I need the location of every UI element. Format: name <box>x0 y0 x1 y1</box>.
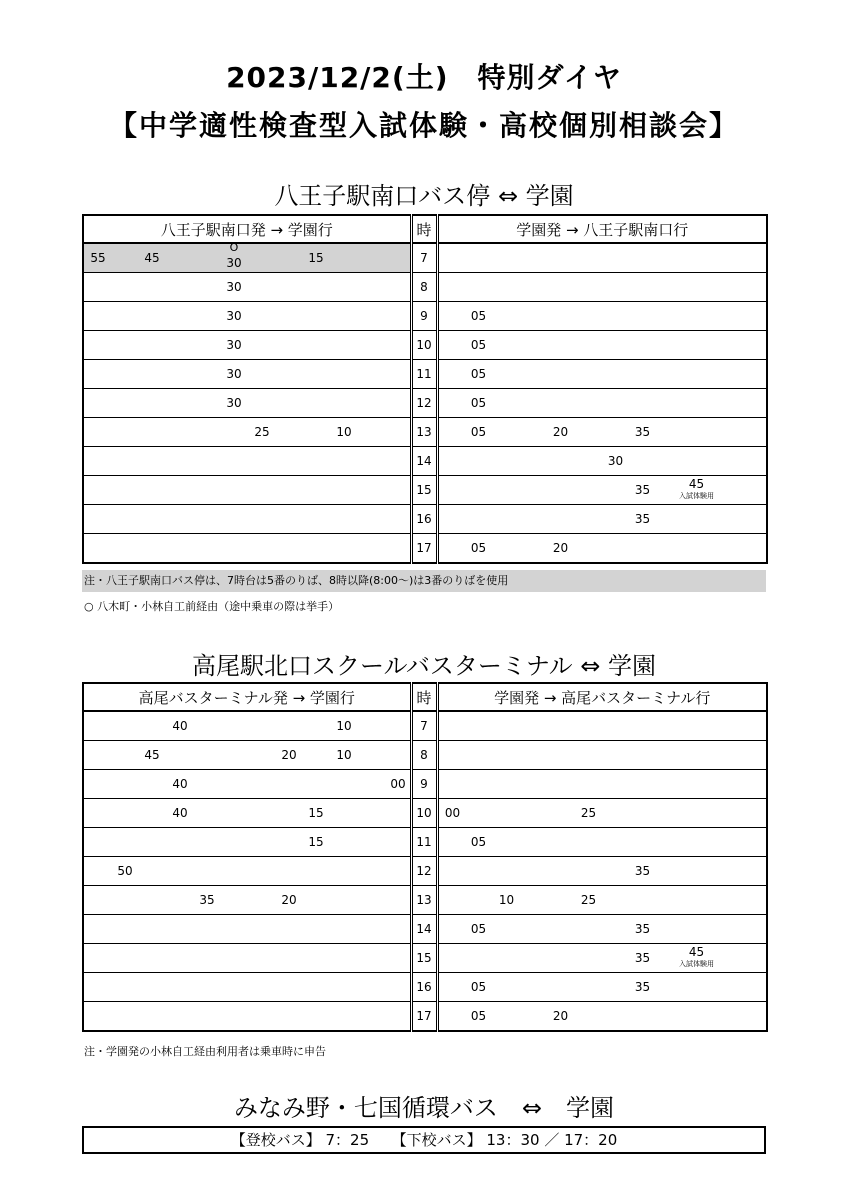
departure-minute: 10 <box>336 425 352 439</box>
departure-minute: 05 <box>470 922 487 936</box>
hour-cell: 14 <box>411 447 437 476</box>
table-row <box>83 973 767 1002</box>
table-row <box>83 915 767 944</box>
departure-minute: 35 <box>634 980 651 994</box>
return-cell <box>437 302 767 331</box>
departure-minute: 30 <box>607 454 624 468</box>
table-row <box>83 505 767 534</box>
section3-title: みなみ野・七国循環バス ⇔ 学園 <box>233 1094 615 1122</box>
return-cell <box>437 1002 767 1032</box>
departure-minute: 05 <box>470 338 487 352</box>
departure-minute: 55 <box>90 251 106 265</box>
departure-minute: 40 <box>172 719 188 733</box>
departure-minute: 45 <box>144 251 160 265</box>
return-cell <box>437 331 767 360</box>
return-cell <box>437 447 767 476</box>
departure-minute: 20 <box>281 893 297 907</box>
outbound-cell <box>83 857 411 886</box>
outbound-cell <box>83 770 411 799</box>
departure-minute: 45 <box>688 477 705 491</box>
departure-minute: 05 <box>470 980 487 994</box>
departure-minute: 25 <box>580 893 597 907</box>
departure-minute: 10 <box>336 719 352 733</box>
hour-cell: 12 <box>411 389 437 418</box>
outbound-cell <box>83 944 411 973</box>
hour-cell: 9 <box>411 770 437 799</box>
departure-minute: 30 <box>226 338 242 352</box>
departure-minute: 20 <box>552 1009 569 1023</box>
departure-minute: 50 <box>117 864 133 878</box>
hour-cell: 8 <box>411 273 437 302</box>
return-cell <box>437 534 767 564</box>
departure-minute: 05 <box>470 367 487 381</box>
outbound-cell <box>83 243 411 273</box>
hour-cell: 10 <box>411 799 437 828</box>
outbound-cell <box>83 1002 411 1032</box>
table-row <box>83 418 767 447</box>
hour-header: 時 <box>411 215 437 243</box>
hour-cell: 11 <box>411 828 437 857</box>
departure-minute: 45 <box>144 748 160 762</box>
table-row <box>83 302 767 331</box>
departure-minute: 05 <box>470 309 487 323</box>
outbound-cell <box>83 389 411 418</box>
table-row <box>83 799 767 828</box>
departure-minute: 00 <box>444 806 461 820</box>
departure-minute: 25 <box>580 806 597 820</box>
outbound-cell <box>83 273 411 302</box>
section2-title: 高尾駅北口スクールバスターミナル ⇔ 学園 <box>191 652 656 680</box>
takao-timetable <box>82 682 768 1032</box>
right-header: 学園発 → 八王子駅南口行 <box>437 215 767 243</box>
table-row <box>83 476 767 505</box>
table-row <box>83 243 767 273</box>
departure-minute: 05 <box>470 1009 487 1023</box>
right-header: 学園発 → 高尾バスターミナル行 <box>437 683 767 711</box>
section1-note: 注・八王子駅南口バス停は、7時台は5番のりば、8時以降(8:00～)は3番のりばを使用 <box>82 570 766 592</box>
hachioji-timetable <box>82 214 768 564</box>
departure-minute: 15 <box>308 806 324 820</box>
outbound-cell <box>83 302 411 331</box>
table-row <box>83 447 767 476</box>
departure-minute: 40 <box>172 777 188 791</box>
departure-minute: 35 <box>634 864 651 878</box>
table-row <box>83 828 767 857</box>
hour-cell: 15 <box>411 476 437 505</box>
hour-cell: 17 <box>411 534 437 564</box>
departure-minute: 20 <box>552 425 569 439</box>
hour-cell: 8 <box>411 741 437 770</box>
departure-minute: 45 <box>688 945 705 959</box>
departure-minute: 20 <box>552 541 569 555</box>
departure-minute: 15 <box>308 251 324 265</box>
departure-minute: 35 <box>634 922 651 936</box>
departure-minute: 00 <box>390 777 406 791</box>
outbound-cell <box>83 828 411 857</box>
section1-route-note: ○ 八木町・小林自工前経由（途中乗車の際は挙手） <box>84 600 340 613</box>
return-cell <box>437 799 767 828</box>
departure-minute: 25 <box>254 425 270 439</box>
return-cell <box>437 711 767 741</box>
return-cell <box>437 389 767 418</box>
departure-minute: 40 <box>172 806 188 820</box>
outbound-cell <box>83 915 411 944</box>
via-route-mark: O <box>229 241 239 254</box>
outbound-cell <box>83 418 411 447</box>
return-cell <box>437 944 767 973</box>
departure-minute: 30 <box>226 280 242 294</box>
departure-minute: 05 <box>470 396 487 410</box>
outbound-cell <box>83 360 411 389</box>
circular-bus-times: 【登校バス】 7：25 【下校バス】 13：30 ／ 17：20 <box>82 1126 766 1154</box>
departure-minute: 35 <box>634 425 651 439</box>
table-row <box>83 273 767 302</box>
return-cell <box>437 915 767 944</box>
return-cell <box>437 741 767 770</box>
hour-header: 時 <box>411 683 437 711</box>
table-row <box>83 711 767 741</box>
table-row <box>83 886 767 915</box>
return-cell <box>437 828 767 857</box>
outbound-cell <box>83 741 411 770</box>
return-cell <box>437 505 767 534</box>
hour-cell: 14 <box>411 915 437 944</box>
departure-minute: 05 <box>470 541 487 555</box>
table-row <box>83 331 767 360</box>
departure-minute: 10 <box>498 893 515 907</box>
hour-cell: 7 <box>411 243 437 273</box>
outbound-cell <box>83 331 411 360</box>
hour-cell: 17 <box>411 1002 437 1032</box>
return-cell <box>437 273 767 302</box>
return-cell <box>437 886 767 915</box>
table-row <box>83 360 767 389</box>
table-row <box>83 1002 767 1032</box>
hour-cell: 15 <box>411 944 437 973</box>
outbound-cell <box>83 973 411 1002</box>
hour-cell: 16 <box>411 505 437 534</box>
section2-note: 注・学園発の小林自工経由利用者は乗車時に申告 <box>84 1045 326 1058</box>
hour-cell: 10 <box>411 331 437 360</box>
departure-note: 入試体験用 <box>679 492 714 500</box>
outbound-cell <box>83 799 411 828</box>
return-cell <box>437 857 767 886</box>
hour-cell: 7 <box>411 711 437 741</box>
departure-minute: 05 <box>470 835 487 849</box>
outbound-cell <box>83 476 411 505</box>
page-title: 2023/12/2(土) 特別ダイヤ <box>226 61 622 94</box>
outbound-cell <box>83 534 411 564</box>
return-cell <box>437 973 767 1002</box>
table-row <box>83 857 767 886</box>
table-row <box>83 534 767 564</box>
departure-minute: 10 <box>336 748 352 762</box>
departure-minute: 15 <box>308 835 324 849</box>
departure-note: 入試体験用 <box>679 960 714 968</box>
departure-minute: 35 <box>199 893 215 907</box>
hour-cell: 11 <box>411 360 437 389</box>
left-header: 高尾バスターミナル発 → 学園行 <box>83 683 411 711</box>
hour-cell: 9 <box>411 302 437 331</box>
departure-minute: 05 <box>470 425 487 439</box>
hour-cell: 13 <box>411 418 437 447</box>
outbound-cell <box>83 447 411 476</box>
outbound-cell <box>83 711 411 741</box>
departure-minute: 20 <box>281 748 297 762</box>
left-header: 八王子駅南口発 → 学園行 <box>83 215 411 243</box>
return-cell <box>437 418 767 447</box>
departure-minute: 35 <box>634 483 651 497</box>
table-row <box>83 944 767 973</box>
hour-cell: 13 <box>411 886 437 915</box>
return-cell <box>437 770 767 799</box>
departure-minute: 30 <box>226 396 242 410</box>
section1-title: 八王子駅南口バス停 ⇔ 学園 <box>274 182 574 210</box>
return-cell <box>437 243 767 273</box>
table-row <box>83 741 767 770</box>
table-row <box>83 770 767 799</box>
return-cell <box>437 476 767 505</box>
departure-minute: 35 <box>634 512 651 526</box>
departure-minute: 30 <box>226 309 242 323</box>
hour-cell: 12 <box>411 857 437 886</box>
return-cell <box>437 360 767 389</box>
hour-cell: 16 <box>411 973 437 1002</box>
table-row <box>83 389 767 418</box>
departure-minute: 35 <box>634 951 651 965</box>
outbound-cell <box>83 886 411 915</box>
departure-minute: 30 <box>226 367 242 381</box>
outbound-cell <box>83 505 411 534</box>
departure-minute: 30 <box>226 256 242 270</box>
page-subtitle: 【中学適性検査型入試体験・高校個別相談会】 <box>108 109 739 142</box>
